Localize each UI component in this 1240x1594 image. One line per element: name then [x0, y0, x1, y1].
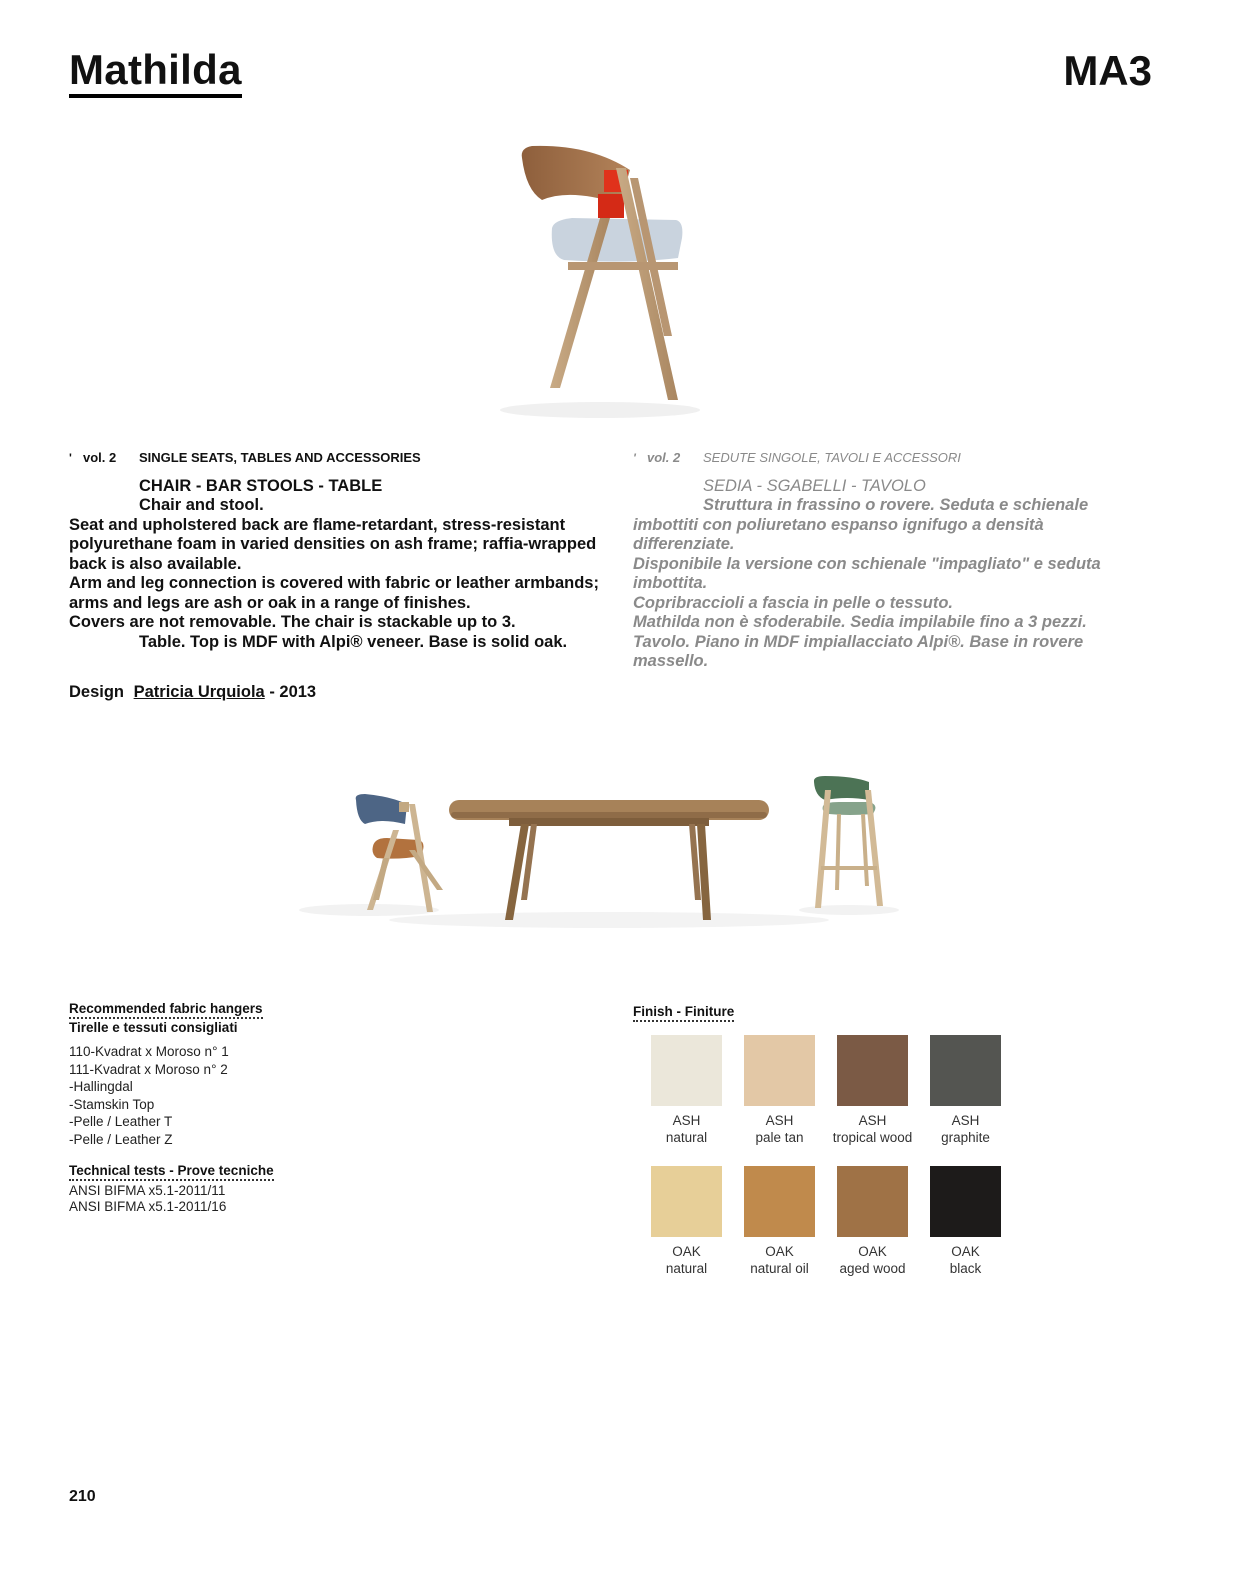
chair-table-stool-illustration [69, 720, 1159, 990]
section-label-it: SEDUTE SINGOLE, TAVOLI E ACCESSORI [703, 450, 961, 465]
test-item: ANSI BIFMA x5.1-2011/16 [69, 1199, 227, 1214]
swatch-name: tropical wood [832, 1130, 913, 1145]
fabric-hangers-subtitle: Tirelle e tessuti consigliati [69, 1020, 238, 1035]
description-paragraph: Seat and upholstered back are flame-retardant, stress-resistant polyurethane foam in varied densities on ash frame; raffia-wrapped back is also available. [69, 515, 597, 573]
description-line-3-it: Disponibile la versione con schienale "impagliato" e seduta imbottita. [633, 554, 1101, 592]
description-line-4-it: Copribraccioli a fascia in pelle o tessuto. [633, 593, 954, 612]
finish-swatch-grid [640, 1035, 1020, 1277]
fabric-item: -Pelle / Leather T [69, 1114, 173, 1129]
finish-swatch[interactable] [919, 1166, 1012, 1277]
description-paragraph-3: Covers are not removable. The chair is stackable up to 3. [69, 613, 516, 631]
designer-credit [69, 683, 316, 702]
swatch-wood: OAK [765, 1244, 794, 1259]
hero-chair-image [480, 70, 1080, 440]
design-year: - 2013 [269, 683, 317, 701]
technical-tests-title: Technical tests - Prove tecniche [69, 1163, 274, 1181]
design-label: Design [69, 683, 125, 701]
swatch-wood: ASH [672, 1113, 701, 1128]
test-item: ANSI BIFMA x5.1-2011/11 [69, 1183, 226, 1198]
swatch-wood: OAK [951, 1244, 980, 1259]
fabric-item: -Hallingdal [69, 1079, 133, 1094]
fabric-hangers-title: Recommended fabric hangers [69, 1001, 263, 1019]
finish-swatch[interactable] [733, 1035, 826, 1146]
section-label: SINGLE SEATS, TABLES AND ACCESSORIES [139, 450, 421, 465]
swatch-wood: ASH [858, 1113, 887, 1128]
volume-label: vol. 2 [83, 450, 117, 465]
description-line-5-it: Mathilda non è sfoderabile. Sedia impilabile fino a 3 pezzi. [633, 613, 1087, 631]
swatch-wood: ASH [951, 1113, 980, 1128]
swatch-wood: OAK [858, 1244, 887, 1259]
swatch-wood: OAK [672, 1244, 701, 1259]
fabric-list [69, 1043, 369, 1148]
product-family-image [69, 720, 1159, 990]
volume-line [69, 450, 599, 468]
finish-section [633, 1003, 1153, 1022]
finish-swatch[interactable] [640, 1166, 733, 1277]
description-paragraph-2: Arm and leg connection is covered with fabric or leather armbands; arms and legs are ash or oak in a range of finishes. [69, 574, 599, 612]
swatch-color-chip [930, 1035, 1001, 1106]
product-types-heading-it: SEDIA - SGABELLI - TAVOLO [703, 477, 926, 495]
swatch-name: natural oil [750, 1261, 809, 1276]
swatch-name: pale tan [755, 1130, 804, 1145]
swatch-name: natural [665, 1261, 708, 1276]
finish-swatch[interactable] [733, 1166, 826, 1277]
fabric-item: 110-Kvadrat x Moroso n° 1 [69, 1044, 229, 1059]
volume-line-it [633, 450, 1133, 468]
swatch-color-chip [651, 1035, 722, 1106]
technical-tests-section [69, 1162, 369, 1215]
volume-label-it: vol. 2 [647, 450, 681, 465]
swatch-wood: ASH [765, 1113, 794, 1128]
description-line-6-it: Tavolo. Piano in MDF impiallacciato Alpi®. Base in rovere massello. [633, 632, 1084, 670]
page-number: 210 [69, 1488, 96, 1505]
description-italian [633, 450, 1133, 672]
subheading: Chair and stool. [139, 496, 264, 514]
designer-link[interactable]: Patricia Urquiola [133, 683, 265, 701]
swatch-color-chip [930, 1166, 1001, 1237]
finish-swatch[interactable] [919, 1035, 1012, 1146]
fabric-item: 111-Kvadrat x Moroso n° 2 [69, 1061, 228, 1077]
tick-mark-it: ' [633, 451, 636, 465]
fabric-item: -Pelle / Leather Z [69, 1131, 173, 1147]
product-types-heading: CHAIR - BAR STOOLS - TABLE [139, 477, 383, 495]
swatch-color-chip [651, 1166, 722, 1237]
swatch-color-chip [837, 1035, 908, 1106]
product-code: MA3 [1063, 47, 1152, 94]
swatch-color-chip [744, 1166, 815, 1237]
swatch-name: graphite [941, 1130, 990, 1145]
swatch-color-chip [837, 1166, 908, 1237]
finish-swatch[interactable] [826, 1035, 919, 1146]
chair-side-view-illustration [480, 70, 1080, 440]
tests-list [69, 1183, 369, 1215]
finish-swatch[interactable] [826, 1166, 919, 1277]
description-line-2-it: imbottiti con poliuretano espanso ignifugo a densità differenziate. [633, 515, 1044, 553]
swatch-name: natural [665, 1130, 708, 1145]
table-description: Table. Top is MDF with Alpi® veneer. Base is solid oak. [139, 632, 568, 651]
swatch-color-chip [744, 1035, 815, 1106]
swatch-name: aged wood [839, 1261, 906, 1276]
fabric-hangers-section [69, 1000, 369, 1148]
product-title: Mathilda [69, 48, 242, 98]
description-english [69, 450, 599, 652]
tick-mark: ' [69, 451, 72, 465]
finish-swatch[interactable] [640, 1035, 733, 1146]
finish-title: Finish - Finiture [633, 1004, 734, 1022]
description-line-1-it: Struttura in frassino o rovere. Seduta e schienale [703, 496, 1089, 514]
fabric-item: -Stamskin Top [69, 1096, 155, 1112]
swatch-name: black [949, 1261, 982, 1276]
